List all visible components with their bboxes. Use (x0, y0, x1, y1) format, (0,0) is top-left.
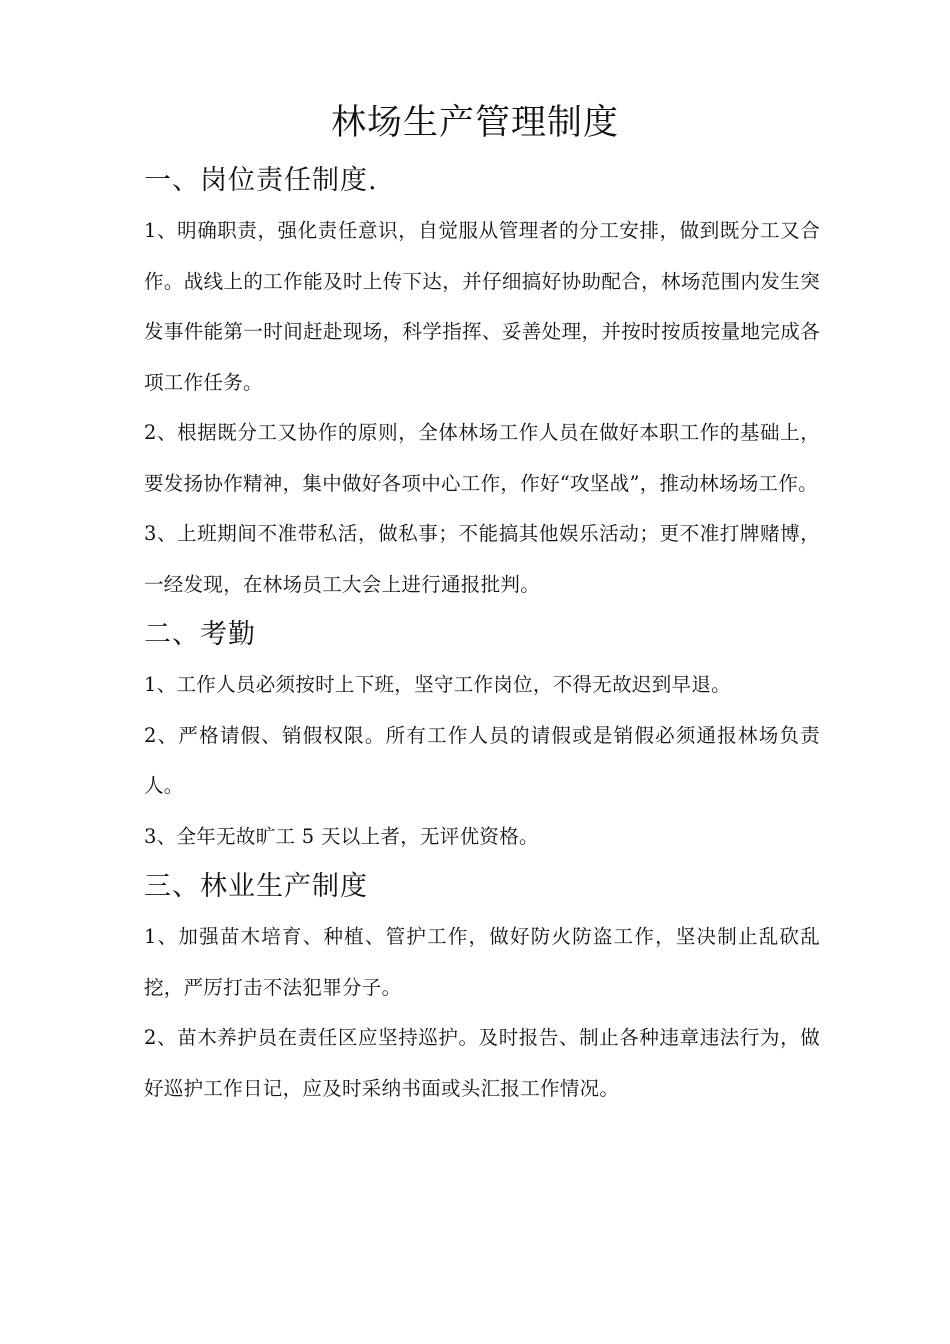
paragraph: 1、加强苗木培育、种植、管护工作，做好防火防盗工作，坚决制止乱砍乱挖，严厉打击不法犯罪分子。 (144, 925, 820, 999)
section-forestry-production (144, 862, 820, 1114)
document-body (144, 156, 820, 1114)
paragraph: 1、明确职责，强化责任意识，自觉服从管理者的分工安排，做到既分工又合作。战线上的工作能及时上传下达，并仔细搞好协助配合，林场范围内发生突发事件能第一时间赶赴现场，科学指挥、妥善处理，并按时按质按量地完成各项工作任务。 (144, 219, 820, 394)
paragraph: 1、工作人员必须按时上下班，坚守工作岗位，不得无故迟到早退。 (144, 673, 731, 696)
paragraph: 2、严格请假、销假权限。所有工作人员的请假或是销假必须通报林场负责人。 (144, 723, 820, 797)
paragraph: 3、上班期间不准带私活，做私事；不能搞其他娱乐活动；更不准打牌赌博，一经发现，在林场员工大会上进行通报批判。 (144, 522, 820, 596)
section-heading: 三、林业生产制度 (144, 871, 368, 902)
section-heading: 二、考勤 (144, 619, 256, 650)
paragraph: 3、全年无故旷工 5 天以上者，无评优资格。 (144, 824, 539, 848)
section-attendance (144, 610, 820, 862)
paragraph: 2、苗木养护员在责任区应坚持巡护。及时报告、制止各种违章违法行为，做好巡护工作日记，应及时采纳书面或头汇报工作情况。 (144, 1026, 820, 1100)
paragraph: 2、根据既分工又协作的原则，全体林场工作人员在做好本职工作的基础上，要发扬协作精神，集中做好各项中心工作，作好“攻坚战”，推动林场场工作。 (144, 421, 820, 495)
section-job-responsibility (144, 156, 820, 610)
document-title: 林场生产管理制度 (330, 103, 619, 143)
section-heading: 一、岗位责任制度. (144, 165, 378, 196)
